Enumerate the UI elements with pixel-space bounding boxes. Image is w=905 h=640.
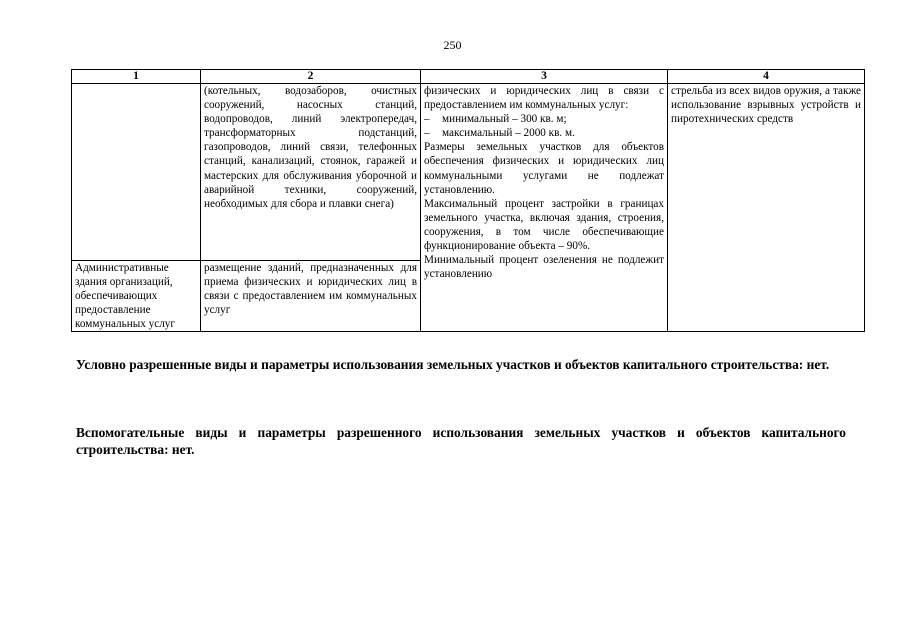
col1-continuation: [72, 84, 200, 260]
table-header-row: [72, 70, 865, 84]
param-max-build-percent: Максимальный процент застройки в границах земельного участка, включая здания, строения, сооружения, в том числе обеспечивающие функционирование объекта – 90%.: [424, 197, 664, 253]
regulation-table: [71, 69, 865, 332]
use-type-admin-buildings: Административные здания организаций, обеспечивающих предоставление коммунальных услуг: [72, 260, 200, 331]
param-max-area-text: максимальный – 2000 кв. м.: [442, 127, 575, 140]
dash-marker: –: [424, 127, 430, 140]
conditional-uses-heading: Условно разрешенные виды и параметры использования земельных участков и объектов капитального строительства: нет.: [76, 357, 830, 372]
table-row: [72, 84, 865, 332]
col2-continuation: (котельных, водозаборов, очистных сооружений, насосных станций, водопроводов, линий электропередач, трансформаторных подстанций, газопроводов, линий связи, телефонных станций, канализаций, стоянок, гаражей и мастерских для обслуживания уборочной и аварийной техники, сооружений, необходимых для сбора и плавки снега): [204, 85, 417, 210]
col1-cell: [72, 84, 201, 332]
header-col-4: 4: [668, 70, 865, 84]
col4-restrictions: стрельба из всех видов оружия, а также использование взрывных устройств и пиротехнических средств: [668, 84, 865, 332]
use-description-admin-buildings: размещение зданий, предназначенных для приема физических и юридических лиц в связи с предоставлением им коммунальных услуг: [201, 260, 420, 317]
param-plot-sizes: Размеры земельных участков для объектов обеспечения физических и юридических лиц коммунальными услугами не подлежат установлению.: [424, 141, 664, 196]
header-col-2: 2: [201, 70, 421, 84]
param-min-area-text: минимальный – 300 кв. м;: [442, 113, 567, 126]
header-col-3: 3: [421, 70, 668, 84]
param-min-area: [424, 112, 664, 126]
param-min-green-percent: Минимальный процент озеленения не подлежит установлению: [424, 254, 664, 281]
header-col-1: 1: [72, 70, 201, 84]
param-max-area: [424, 126, 664, 140]
auxiliary-uses-heading: Вспомогательные виды и параметры разрешенного использования земельных участков и объектов капитального строительства: нет.: [76, 425, 846, 457]
col3-parameters: [421, 84, 668, 332]
dash-marker: –: [424, 113, 430, 126]
page-number: 250: [443, 38, 462, 52]
param-intro: физических и юридических лиц в связи с предоставлением им коммунальных услуг:: [424, 85, 664, 112]
col2-cell: [201, 84, 421, 332]
